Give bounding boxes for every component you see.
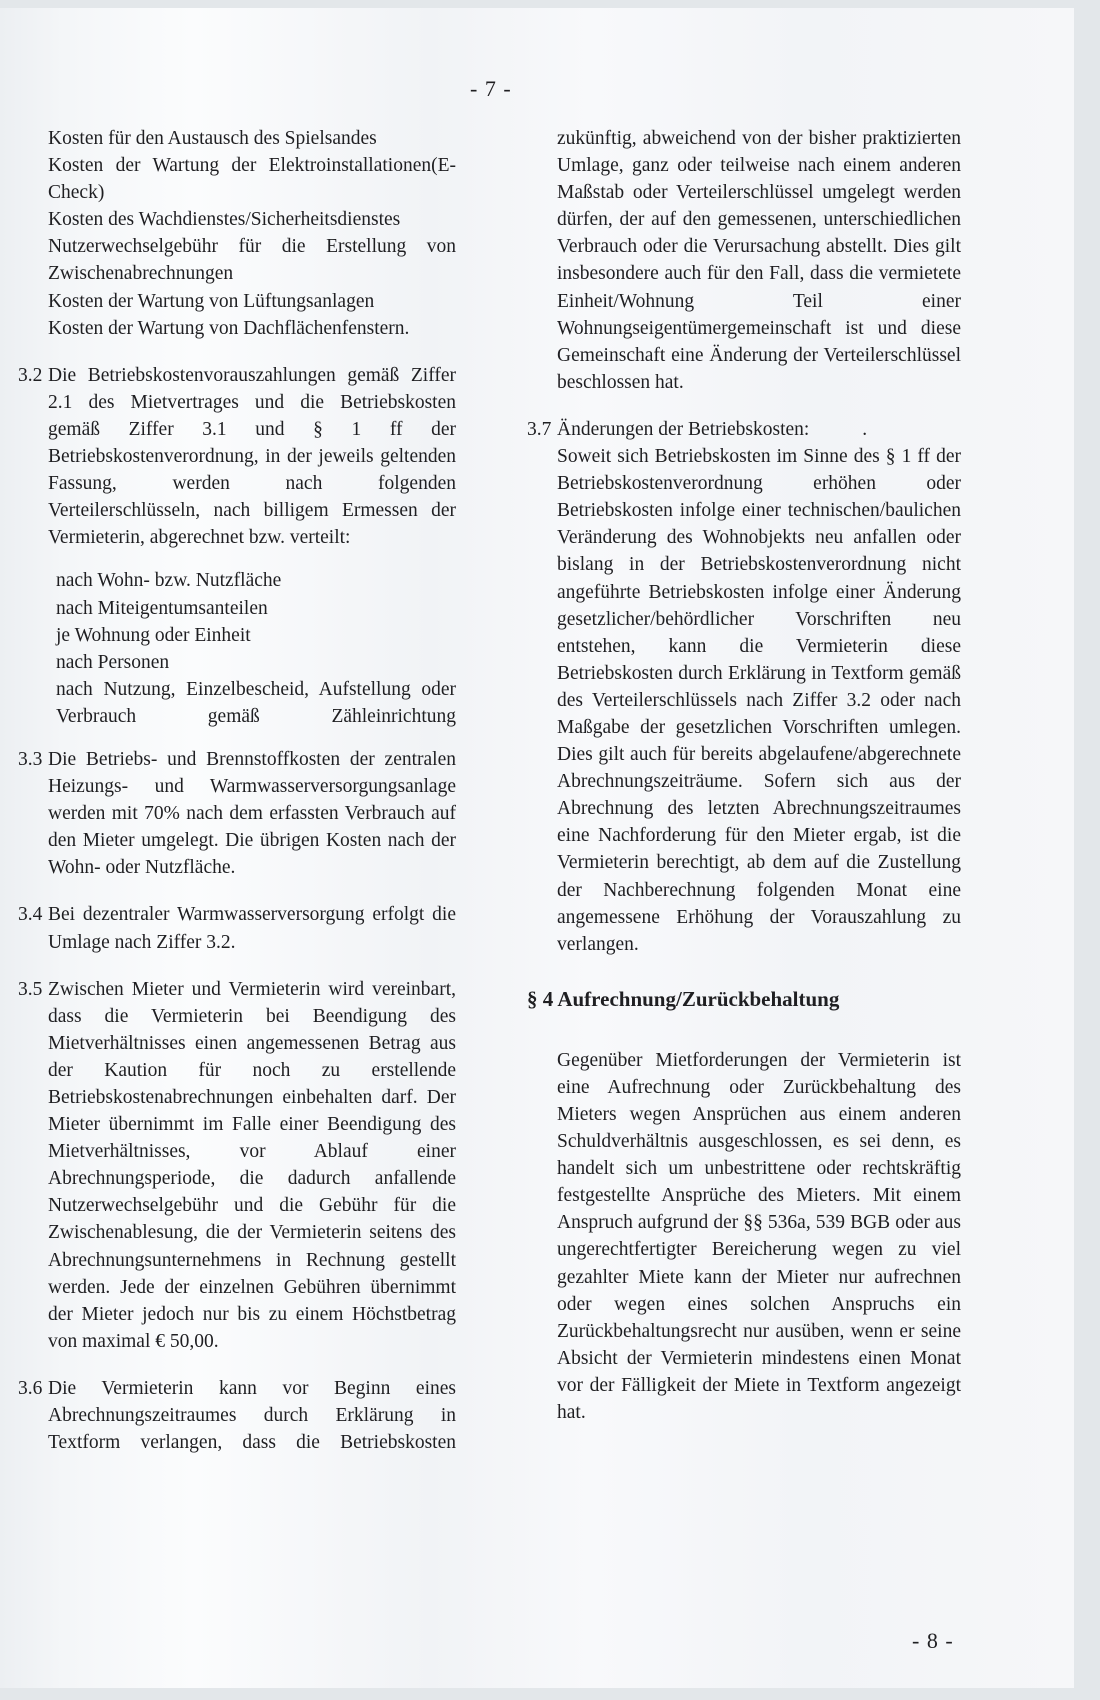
section-number: 3.5 <box>18 978 43 1000</box>
distribution-key: je Wohnung oder Einheit <box>56 624 251 646</box>
stray-mark: . <box>862 418 868 440</box>
cost-list-item: Nutzerwechselgebühr für die Erstellung von Zwischenabrechnungen <box>48 236 456 285</box>
section-number: 3.2 <box>18 364 43 386</box>
section-text: Zwischen Mieter und Vermieterin wird vereinbart, dass die Vermieterin bei Beendigung des Mietverhältnisses einen angemessenen Betrag aus der Kaution für noch zu erstellende Betriebskostenabrechnungen einbehalten darf. Der Mieter übernimmt im Falle einer Beendigung des Mietverhältnisses, vor Ablauf einer Abrechnungsperiode, die dadurch anfallende Nutzerwechselgebühr und die Gebühr für die Zwischenablesung, die der Vermieterin seitens des Abrechnungsunternehmens in Rechnung gestellt werden. Jede der einzelnen Gebühren übernimmt der Mieter jedoch nur bis zu einem Höchstbetrag von maximal € 50,00. <box>48 978 456 1352</box>
section-title: Änderungen der Betriebskosten: <box>557 418 810 440</box>
cost-list-item: Kosten der Wartung von Lüftungsanlagen <box>48 290 375 312</box>
left-column <box>18 125 456 1456</box>
distribution-key: nach Nutzung, Einzelbescheid, Aufstellung oder Verbrauch gemäß Zähleinrichtung <box>56 678 456 727</box>
section-3-2 <box>18 362 456 552</box>
cost-list <box>18 125 456 342</box>
distribution-keys-list <box>18 567 456 730</box>
page-number-top: - 7 - <box>470 76 512 101</box>
section-text: Die Betriebs- und Brennstoffkosten der zentralen Heizungs- und Warmwasserversorgungsanlage werden mit 70% nach dem erfassten Verbrauch auf den Mieter umgelegt. Die übrigen Kosten nach der Wohn- oder Nutzfläche. <box>48 748 456 879</box>
cost-list-item: Kosten der Wartung von Dachflächenfenstern. <box>48 317 410 339</box>
section-4-text: Gegenüber Mietforderungen der Vermieterin ist eine Aufrechnung oder Zurückbehaltung des Mieters wegen Ansprüchen aus einem anderen Schuldverhältnis ausgeschlossen, es sei denn, es handelt sich um unbestrittene oder rechtskräftig festgestellte Ansprüche des Mieters. Mit einem Anspruch aufgrund der §§ 536a, 539 BGB oder aus ungerechtfertigter Bereicherung wegen zu viel gezahlter Miete kann der Mieter nur aufrechnen oder wegen eines solchen Anspruchs ein Zurückbehaltungsrecht nur ausüben, wenn er seine Absicht der Vermieterin mindestens einen Monat vor der Fälligkeit der Miete in Textform angezeigt hat. <box>557 1049 961 1424</box>
section-number: 3.4 <box>18 904 43 926</box>
distribution-key: nach Wohn- bzw. Nutzfläche <box>56 570 282 592</box>
section-number: 3.7 <box>527 418 552 440</box>
distribution-key: nach Miteigentumsanteilen <box>56 597 268 619</box>
section-number: 3.6 <box>18 1377 43 1399</box>
section-text: Die Betriebskostenvorauszahlungen gemäß Ziffer 2.1 des Mietvertrages und die Betriebskosten gemäß Ziffer 3.1 und § 1 ff der Betriebskostenverordnung, in der jeweils geltenden Fassung, werden nach folgenden Verteilerschlüsseln, nach billigem Ermessen der Vermieterin, abgerechnet bzw. verteilt: <box>48 364 456 549</box>
section-number: 3.3 <box>18 748 43 770</box>
right-column <box>527 125 961 1426</box>
cost-list-item: Kosten für den Austausch des Spielsandes <box>48 128 377 149</box>
page-number-bottom: - 8 - <box>912 1628 954 1653</box>
section-3-6-continuation: zukünftig, abweichend von der bisher praktizierten Umlage, ganz oder teilweise nach einem anderen Maßstab oder Verteilerschlüssel umgelegt werden dürfen, der auf den gemessenen, unterschiedlichen Verbrauch oder die Verursachung abstellt. Dies gilt insbesondere auch für den Fall, dass die vermietete Einheit/Wohnung Teil einer Wohnungseigentümergemeinschaft ist und diese Gemeinschaft eine Änderung der Verteilerschlüssel beschlossen hat. <box>557 128 961 393</box>
section-heading: § 4 Aufrechnung/Zurückbehaltung <box>527 986 840 1011</box>
section-3-3 <box>18 746 456 881</box>
section-3-7 <box>527 416 961 958</box>
section-3-5 <box>18 976 456 1355</box>
cost-list-item: Kosten des Wachdienstes/Sicherheitsdienstes <box>48 209 401 231</box>
section-text: Bei dezentraler Warmwasserversorgung erfolgt die Umlage nach Ziffer 3.2. <box>48 904 456 953</box>
section-text: Soweit sich Betriebskosten im Sinne des § 1 ff der Betriebskostenverordnung erhöhen oder Betriebskosten infolge einer technischen/baulichen Veränderung des Wohnobjekts neu anfallen oder bislang in der Betriebskostenverordnung nicht angeführte Betriebskosten infolge einer Änderung gesetzlicher/behördlicher Vorschriften neu entstehen, kann die Vermieterin diese Betriebskosten durch Erklärung in Textform gemäß des Verteilerschlüssels nach Ziffer 3.2 oder nach Maßgabe der gesetzlichen Vorschriften umlegen. Dies gilt auch für bereits abgelaufene/abgerechnete Abrechnungszeiträume. Sofern sich aus der Abrechnung des letzten Abrechnungszeitraumes eine Nachforderung für den Mieter ergab, ist die Vermieterin berechtigt, ab dem auf die Zustellung der Nachberechnung folgenden Monat eine angemessene Erhöhung der Vorauszahlung zu verlangen. <box>557 446 961 955</box>
cost-list-item: Kosten der Wartung der Elektroinstallationen(E-Check) <box>48 155 456 204</box>
distribution-key: nach Personen <box>56 651 170 673</box>
document-page <box>0 8 1074 1688</box>
section-3-4 <box>18 901 456 955</box>
section-3-6 <box>18 1375 456 1456</box>
section-text: Die Vermieterin kann vor Beginn eines Abrechnungszeitraumes durch Erklärung in Textform verlangen, dass die Betriebskosten <box>48 1377 456 1454</box>
